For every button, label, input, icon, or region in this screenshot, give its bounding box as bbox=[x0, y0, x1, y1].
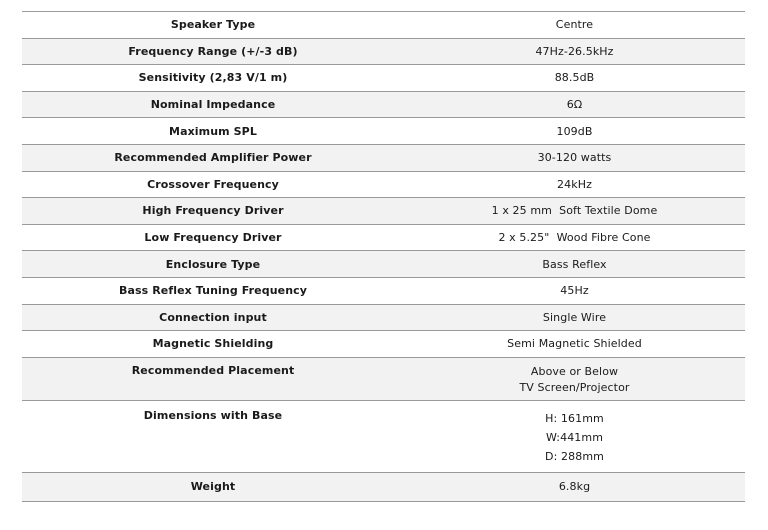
spec-value: 109dB bbox=[556, 124, 593, 138]
spec-value: 6Ω bbox=[566, 98, 583, 112]
spec-row-maximum-spl bbox=[22, 118, 745, 145]
spec-row-weight bbox=[22, 473, 745, 502]
spec-value-line: Above or Below bbox=[530, 364, 619, 378]
spec-value bbox=[404, 364, 745, 396]
spec-row-recommended-placement bbox=[22, 358, 745, 401]
spec-label: Bass Reflex Tuning Frequency bbox=[118, 284, 308, 298]
spec-row-dimensions bbox=[22, 401, 745, 473]
spec-label: Connection input bbox=[159, 310, 267, 324]
spec-value: 30-120 watts bbox=[537, 151, 612, 165]
spec-value: 24kHz bbox=[557, 177, 592, 191]
spec-value: 47Hz-26.5kHz bbox=[535, 44, 614, 58]
spec-value-line: H: 161mm bbox=[545, 411, 604, 425]
spec-label: Crossover Frequency bbox=[147, 177, 279, 191]
spec-label: Enclosure Type bbox=[165, 257, 261, 271]
spec-row-high-frequency-driver bbox=[22, 198, 745, 225]
spec-label: Dimensions with Base bbox=[143, 408, 283, 422]
spec-label: Sensitivity (2,83 V/1 m) bbox=[138, 71, 288, 85]
spec-label: Maximum SPL bbox=[169, 124, 257, 138]
spec-row-bass-reflex-tuning bbox=[22, 278, 745, 305]
spec-label: Magnetic Shielding bbox=[152, 337, 274, 351]
spec-row-connection-input bbox=[22, 305, 745, 332]
spec-row-crossover-frequency bbox=[22, 172, 745, 199]
spec-value bbox=[404, 409, 745, 466]
spec-value: 45Hz bbox=[560, 284, 589, 298]
spec-row-low-frequency-driver bbox=[22, 225, 745, 252]
spec-value-line: W:441mm bbox=[545, 430, 604, 444]
spec-value: Bass Reflex bbox=[542, 257, 607, 271]
spec-value: 1 x 25 mm Soft Textile Dome bbox=[491, 204, 658, 218]
spec-value-line: TV Screen/Projector bbox=[519, 380, 630, 394]
spec-row-nominal-impedance bbox=[22, 92, 745, 119]
spec-value: Single Wire bbox=[542, 310, 607, 324]
spec-row-magnetic-shielding bbox=[22, 331, 745, 358]
spec-value: Centre bbox=[555, 18, 594, 32]
spec-label: Recommended Amplifier Power bbox=[114, 151, 312, 165]
spec-label: Recommended Placement bbox=[131, 363, 295, 377]
spec-value: 6.8kg bbox=[558, 480, 591, 494]
spec-value-line: D: 288mm bbox=[545, 449, 604, 463]
spec-table bbox=[22, 11, 745, 502]
spec-row-enclosure-type bbox=[22, 251, 745, 278]
spec-label: Speaker Type bbox=[170, 18, 256, 32]
spec-value: 2 x 5.25" Wood Fibre Cone bbox=[498, 231, 651, 245]
spec-row-sensitivity bbox=[22, 65, 745, 92]
spec-value: Semi Magnetic Shielded bbox=[507, 337, 642, 351]
spec-label: Weight bbox=[190, 480, 236, 494]
spec-value: 88.5dB bbox=[554, 71, 595, 85]
spec-row-frequency-range bbox=[22, 39, 745, 66]
spec-row-speaker-type bbox=[22, 12, 745, 39]
spec-label: High Frequency Driver bbox=[142, 204, 284, 218]
spec-label: Frequency Range (+/-3 dB) bbox=[128, 44, 298, 58]
spec-label: Low Frequency Driver bbox=[144, 231, 282, 245]
spec-row-amplifier-power bbox=[22, 145, 745, 172]
spec-label: Nominal Impedance bbox=[150, 98, 276, 112]
